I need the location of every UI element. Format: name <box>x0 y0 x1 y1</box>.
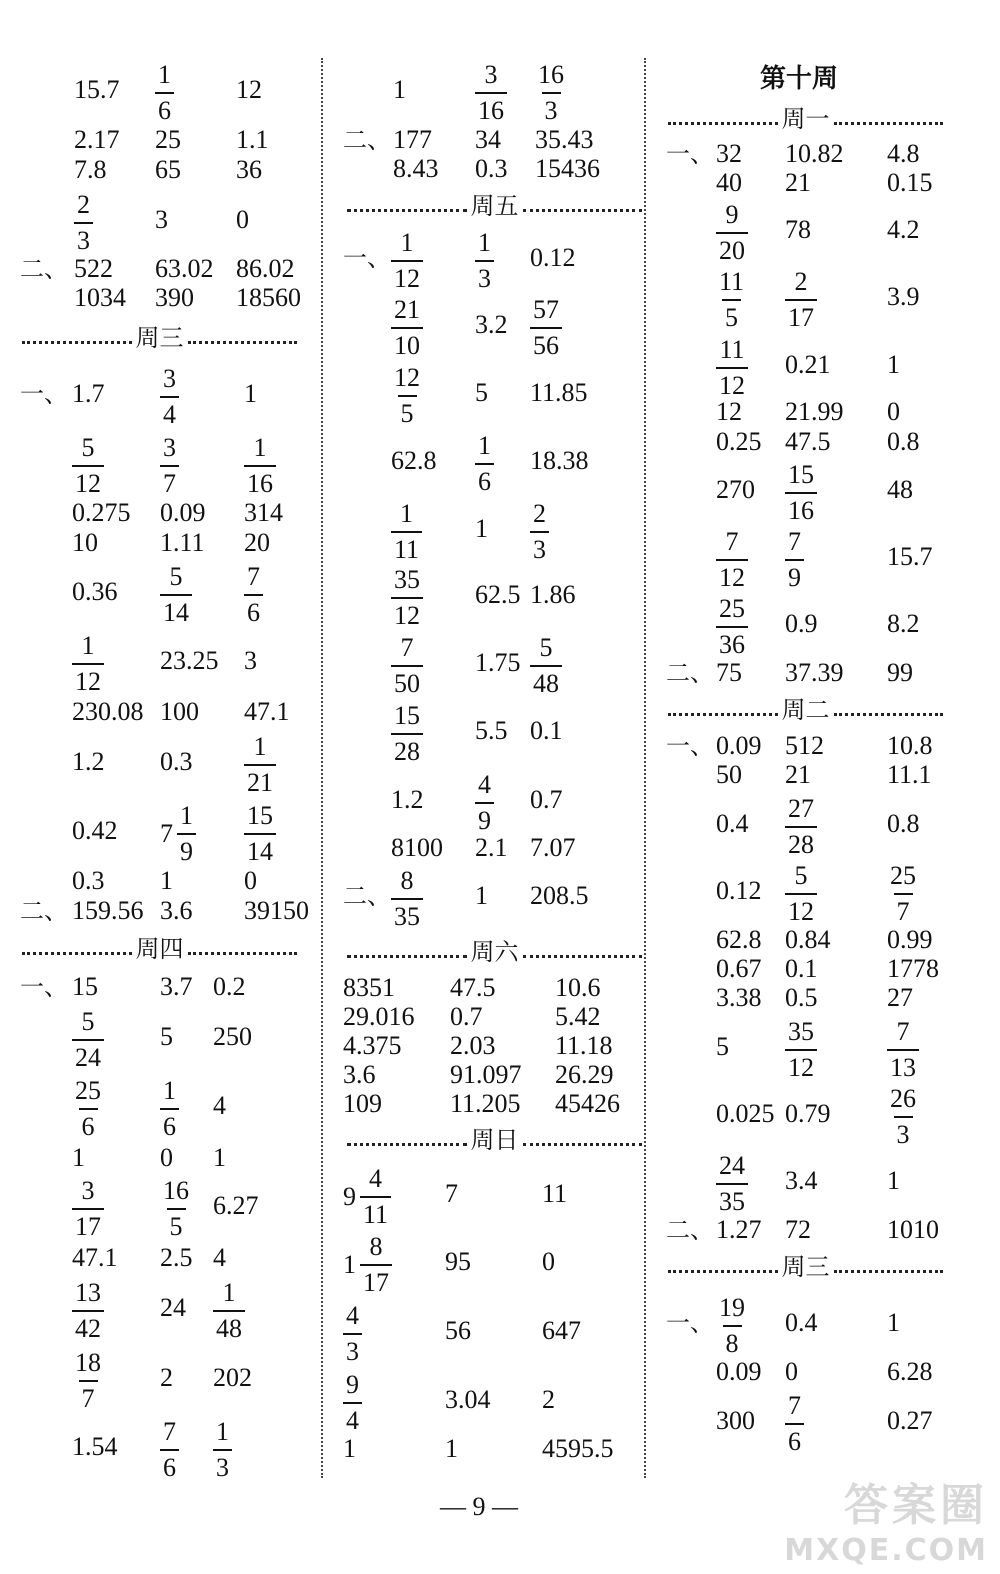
fraction: $\frac{3}{4}$ <box>160 364 179 430</box>
answer-value: 3.7 <box>160 972 193 1001</box>
page-number: — 9 — <box>440 1492 518 1521</box>
answer-value: 8100 <box>391 833 443 862</box>
fraction: $\frac{8}{35}$ <box>391 866 423 932</box>
question-marker: 一、 <box>20 973 68 1001</box>
answer-value: 0.3 <box>72 866 105 895</box>
answer-value: 230.08 <box>72 697 144 726</box>
answer-value: 24 <box>160 1293 186 1322</box>
watermark-logo: 答案圈 <box>844 1480 988 1531</box>
answer-value: 7 <box>445 1179 458 1208</box>
answer-value: 15.7 <box>74 75 120 104</box>
answer-value: 3.9 <box>887 282 920 311</box>
fraction: $\frac{1}{12}$ <box>72 631 104 697</box>
answer-value: 10.82 <box>785 139 844 168</box>
answer-value: 62.8 <box>391 446 437 475</box>
answer-value: 27 <box>887 983 913 1012</box>
answer-value: 5 <box>160 1022 173 1051</box>
column-divider <box>321 58 323 1478</box>
fraction: $\frac{11}{12}$ <box>716 335 748 401</box>
fraction: $\frac{4}{9}$ <box>475 770 494 836</box>
answer-value: 6.27 <box>213 1191 259 1220</box>
answer-value: 1778 <box>887 954 939 983</box>
fraction: $\frac{15}{16}$ <box>785 460 817 526</box>
question-marker: 一、 <box>666 732 714 760</box>
answer-value: 250 <box>213 1022 252 1051</box>
answer-value: 0.7 <box>450 1002 483 1031</box>
answer-value: 11.85 <box>530 378 588 407</box>
answer-value: 8.43 <box>393 154 439 183</box>
answer-value: 3.6 <box>343 1060 376 1089</box>
answer-value: 50 <box>716 760 742 789</box>
answer-value: 1 <box>72 1143 85 1172</box>
answer-value: 6.28 <box>887 1357 933 1386</box>
answer-value: 0.275 <box>72 498 131 527</box>
answer-value: 1 <box>445 1434 458 1463</box>
answer-value: 4.375 <box>343 1031 402 1060</box>
answer-value: 86.02 <box>236 254 295 283</box>
answer-value: 10.8 <box>887 731 933 760</box>
fraction: $\frac{1}{6}$ <box>155 60 174 126</box>
answer-value: 0.36 <box>72 577 118 606</box>
answer-value: 0.3 <box>475 154 508 183</box>
answer-value: 18560 <box>236 283 301 312</box>
answer-value: 48 <box>887 475 913 504</box>
answer-value: 0 <box>236 205 249 234</box>
question-marker: 一、 <box>666 1309 714 1337</box>
day-label: 周三 <box>781 1253 830 1281</box>
fraction: $\frac{2}{3}$ <box>74 190 93 256</box>
fraction: $\frac{27}{28}$ <box>785 794 817 860</box>
answer-value: 5.5 <box>475 716 508 745</box>
answer-value: 3.38 <box>716 983 762 1012</box>
answer-value: 3 <box>155 205 168 234</box>
fraction: $\frac{2}{3}$ <box>530 499 549 565</box>
fraction: $\frac{1}{11}$ <box>391 499 422 565</box>
answer-value: 3 <box>244 646 257 675</box>
fraction: $\frac{1}{6}$ <box>475 431 494 497</box>
answer-value: 1 <box>475 514 488 543</box>
fraction: $\frac{35}{12}$ <box>785 1017 817 1083</box>
fraction: $\frac{7}{6}$ <box>785 1391 804 1457</box>
answer-value: 1 <box>475 881 488 910</box>
mixed-number: 9 $\frac{4}{11}$ <box>343 1164 391 1230</box>
answer-value: 63.02 <box>155 254 214 283</box>
fraction: $\frac{1}{6}$ <box>160 1076 179 1142</box>
question-marker: 一、 <box>343 244 391 272</box>
day-section-header <box>22 934 297 964</box>
day-label: 周六 <box>470 938 519 966</box>
question-marker: 一、 <box>666 140 714 168</box>
answer-value: 1.2 <box>391 785 424 814</box>
answer-value: 0.09 <box>160 498 206 527</box>
fraction: $\frac{1}{3}$ <box>213 1417 232 1483</box>
answer-value: 23.25 <box>160 646 219 675</box>
answer-value: 1 <box>887 1308 900 1337</box>
answer-value: 39150 <box>244 896 309 925</box>
answer-value: 0.4 <box>785 1308 818 1337</box>
answer-value: 0.09 <box>716 1357 762 1386</box>
answer-value: 72 <box>785 1215 811 1244</box>
fraction: $\frac{7}{13}$ <box>887 1017 919 1083</box>
column-3 <box>648 0 1000 1480</box>
fraction: $\frac{3}{17}$ <box>72 1176 104 1242</box>
answer-value: 0 <box>160 1143 173 1172</box>
mixed-number: 7 $\frac{1}{9}$ <box>160 801 196 867</box>
answer-value: 32 <box>716 139 742 168</box>
answer-value: 1.1 <box>236 125 269 154</box>
answer-value: 12 <box>236 75 262 104</box>
fraction: $\frac{12}{5}$ <box>394 363 420 428</box>
answer-value: 8.2 <box>887 609 920 638</box>
column-1 <box>0 0 320 1480</box>
answer-value: 10.6 <box>555 973 601 1002</box>
fraction: $\frac{19}{8}$ <box>719 1293 745 1358</box>
answer-value: 0.12 <box>716 876 762 905</box>
answer-value: 0.09 <box>716 731 762 760</box>
fraction: $\frac{1}{48}$ <box>213 1278 245 1344</box>
day-section-header <box>668 104 943 134</box>
column-divider <box>644 58 646 1478</box>
fraction: $\frac{15}{14}$ <box>244 801 276 867</box>
answer-value: 2 <box>160 1363 173 1392</box>
answer-value: 21 <box>785 760 811 789</box>
answer-value: 15.7 <box>887 542 933 571</box>
answer-value: 208.5 <box>530 881 589 910</box>
fraction: $\frac{24}{35}$ <box>716 1151 748 1217</box>
answer-value: 3.2 <box>475 310 508 339</box>
fraction: $\frac{1}{12}$ <box>391 228 423 294</box>
answer-value: 0.8 <box>887 809 920 838</box>
fraction: $\frac{57}{56}$ <box>530 295 562 361</box>
answer-value: 300 <box>716 1406 755 1435</box>
answer-value: 522 <box>74 254 113 283</box>
day-label: 周三 <box>135 324 184 352</box>
answer-value: 2.5 <box>160 1243 193 1272</box>
answer-value: 29.016 <box>343 1002 415 1031</box>
fraction: $\frac{26}{3}$ <box>890 1084 916 1149</box>
answer-value: 0.99 <box>887 925 933 954</box>
day-section-header <box>668 1252 943 1282</box>
fraction: $\frac{1}{21}$ <box>244 732 276 798</box>
answer-value: 11.205 <box>450 1089 521 1118</box>
fraction: $\frac{4}{3}$ <box>343 1301 362 1367</box>
fraction: $\frac{35}{12}$ <box>391 565 423 631</box>
answer-value: 1.7 <box>72 379 105 408</box>
answer-value: 62.8 <box>716 925 762 954</box>
answer-value: 47.1 <box>72 1243 118 1272</box>
answer-value: 7.8 <box>74 155 107 184</box>
answer-value: 109 <box>343 1089 382 1118</box>
answer-value: 15 <box>72 972 98 1001</box>
answer-value: 5 <box>716 1032 729 1061</box>
answer-value: 78 <box>785 215 811 244</box>
answer-value: 1 <box>160 866 173 895</box>
answer-value: 95 <box>445 1247 471 1276</box>
mixed-number: 1 $\frac{8}{17}$ <box>343 1232 392 1298</box>
fraction: $\frac{1}{3}$ <box>475 228 494 294</box>
answer-value: 47.1 <box>244 697 290 726</box>
fraction: $\frac{5}{48}$ <box>530 633 562 699</box>
answer-value: 1.11 <box>160 528 205 557</box>
day-label: 周一 <box>781 105 830 133</box>
fraction: $\frac{7}{50}$ <box>391 633 423 699</box>
answer-value: 177 <box>393 125 432 154</box>
answer-value: 0 <box>244 866 257 895</box>
answer-value: 2.17 <box>74 125 120 154</box>
answer-value: 5.42 <box>555 1002 601 1031</box>
watermark-domain: MXQE.COM <box>784 1533 988 1568</box>
fraction: $\frac{18}{7}$ <box>75 1348 101 1413</box>
column-2 <box>325 0 645 1480</box>
answer-value: 202 <box>213 1363 252 1392</box>
answer-value: 40 <box>716 168 742 197</box>
fraction: $\frac{21}{10}$ <box>391 295 423 361</box>
answer-value: 3.04 <box>445 1385 491 1414</box>
answer-value: 65 <box>155 155 181 184</box>
fraction: $\frac{1}{16}$ <box>244 433 276 499</box>
day-section-header <box>668 695 943 725</box>
fraction: $\frac{5}{12}$ <box>72 433 104 499</box>
answer-value: 0.8 <box>887 427 920 456</box>
answer-value: 4 <box>213 1091 226 1120</box>
answer-value: 0.25 <box>716 427 762 456</box>
fraction: $\frac{5}{14}$ <box>160 562 192 628</box>
answer-value: 62.5 <box>475 580 521 609</box>
answer-value: 3.6 <box>160 896 193 925</box>
answer-value: 1 <box>213 1143 226 1172</box>
answer-value: 0.1 <box>530 716 563 745</box>
fraction: $\frac{25}{6}$ <box>75 1076 101 1141</box>
answer-value: 1.75 <box>475 648 521 677</box>
answer-value: 11.18 <box>555 1031 613 1060</box>
day-label: 周日 <box>470 1126 519 1154</box>
answer-value: 647 <box>542 1316 581 1345</box>
answer-value: 0.84 <box>785 925 831 954</box>
answer-value: 11 <box>542 1179 568 1208</box>
day-label: 周五 <box>470 192 519 220</box>
fraction: $\frac{3}{7}$ <box>160 433 179 499</box>
day-section-header <box>347 1125 642 1155</box>
answer-value: 0 <box>785 1357 798 1386</box>
answer-value: 5 <box>475 378 488 407</box>
answer-value: 1 <box>393 75 406 104</box>
fraction: $\frac{13}{42}$ <box>72 1278 104 1344</box>
question-marker: 二、 <box>666 659 714 687</box>
day-label: 周二 <box>781 696 830 724</box>
answer-value: 0.12 <box>530 243 576 272</box>
fraction: $\frac{7}{6}$ <box>160 1417 179 1483</box>
fraction: $\frac{7}{12}$ <box>716 527 748 593</box>
answer-value: 1 <box>887 350 900 379</box>
answer-value: 0.7 <box>530 785 563 814</box>
day-section-header <box>347 191 642 221</box>
answer-value: 0.9 <box>785 609 818 638</box>
fraction: $\frac{16}{3}$ <box>538 60 564 125</box>
answer-value: 512 <box>785 731 824 760</box>
answer-value: 0.025 <box>716 1099 775 1128</box>
answer-value: 18.38 <box>530 446 589 475</box>
fraction: $\frac{2}{17}$ <box>785 267 817 333</box>
answer-value: 1.86 <box>530 580 576 609</box>
answer-value: 21 <box>785 168 811 197</box>
fraction: $\frac{9}{20}$ <box>716 200 748 266</box>
day-label: 周四 <box>135 935 184 963</box>
fraction: $\frac{15}{28}$ <box>391 701 423 767</box>
answer-value: 37.39 <box>785 658 844 687</box>
fraction: $\frac{9}{4}$ <box>343 1370 362 1436</box>
answer-value: 91.097 <box>450 1060 522 1089</box>
answer-value: 99 <box>887 658 913 687</box>
fraction: $\frac{25}{7}$ <box>890 861 916 926</box>
answer-value: 2.03 <box>450 1031 496 1060</box>
answer-value: 36 <box>236 155 262 184</box>
answer-value: 20 <box>244 528 270 557</box>
answer-value: 0.3 <box>160 747 193 776</box>
fraction: $\frac{5}{24}$ <box>72 1007 104 1073</box>
answer-value: 0.21 <box>785 350 831 379</box>
answer-value: 1 <box>244 379 257 408</box>
answer-value: 4.8 <box>887 139 920 168</box>
answer-value: 7.07 <box>530 833 576 862</box>
day-section-header <box>347 937 642 967</box>
answer-value: 12 <box>716 397 742 426</box>
answer-value: 159.56 <box>72 896 144 925</box>
question-marker: 二、 <box>343 126 391 154</box>
day-section-header <box>22 323 297 353</box>
answer-value: 56 <box>445 1316 471 1345</box>
answer-value: 0.15 <box>887 168 933 197</box>
answer-value: 3.4 <box>785 1166 818 1195</box>
answer-value: 8351 <box>343 973 395 1002</box>
answer-value: 0.5 <box>785 983 818 1012</box>
answer-value: 0.4 <box>716 809 749 838</box>
answer-value: 21.99 <box>785 397 844 426</box>
answer-value: 1.2 <box>72 747 105 776</box>
answer-value: 4 <box>213 1243 226 1272</box>
answer-value: 0 <box>887 397 900 426</box>
answer-value: 0.27 <box>887 1406 933 1435</box>
answer-value: 47.5 <box>450 973 496 1002</box>
answer-value: 4595.5 <box>542 1434 614 1463</box>
answer-value: 75 <box>716 658 742 687</box>
answer-value: 100 <box>160 697 199 726</box>
answer-value: 1 <box>887 1166 900 1195</box>
answer-value: 35.43 <box>535 125 594 154</box>
question-marker: 一、 <box>20 380 68 408</box>
answer-value: 314 <box>244 498 283 527</box>
answer-value: 1034 <box>74 283 126 312</box>
answer-value: 0.42 <box>72 816 118 845</box>
answer-value: 34 <box>475 125 501 154</box>
answer-value: 0.79 <box>785 1099 831 1128</box>
answer-value: 1.27 <box>716 1215 762 1244</box>
watermark <box>784 1469 988 1568</box>
fraction: $\frac{11}{5}$ <box>719 267 745 332</box>
fraction: $\frac{16}{5}$ <box>163 1176 189 1241</box>
answer-value: 2.1 <box>475 833 508 862</box>
fraction: $\frac{7}{6}$ <box>244 562 263 628</box>
answer-value: 15436 <box>535 154 600 183</box>
answer-value: 1.54 <box>72 1432 118 1461</box>
fraction: $\frac{25}{36}$ <box>716 594 748 660</box>
answer-value: 4.2 <box>887 215 920 244</box>
answer-value: 0.67 <box>716 954 762 983</box>
answer-value: 25 <box>155 125 181 154</box>
question-marker: 二、 <box>343 882 391 910</box>
answer-value: 390 <box>155 283 194 312</box>
answer-value: 10 <box>72 528 98 557</box>
fraction: $\frac{3}{16}$ <box>475 60 507 126</box>
answer-value: 11.1 <box>887 760 932 789</box>
question-marker: 二、 <box>20 897 68 925</box>
fraction: $\frac{5}{12}$ <box>785 861 817 927</box>
question-marker: 二、 <box>20 255 68 283</box>
answer-value: 26.29 <box>555 1060 614 1089</box>
answer-value: 47.5 <box>785 427 831 456</box>
question-marker: 二、 <box>666 1216 714 1244</box>
week-title: 第十周 <box>760 64 839 94</box>
answer-value: 1 <box>343 1434 356 1463</box>
answer-value: 1010 <box>887 1215 939 1244</box>
answer-value: 270 <box>716 475 755 504</box>
fraction: $\frac{7}{9}$ <box>785 527 804 593</box>
answer-value: 0.2 <box>213 972 246 1001</box>
answer-value: 2 <box>542 1385 555 1414</box>
answer-value: 0.1 <box>785 954 818 983</box>
answer-value: 45426 <box>555 1089 620 1118</box>
answer-value: 0 <box>542 1247 555 1276</box>
